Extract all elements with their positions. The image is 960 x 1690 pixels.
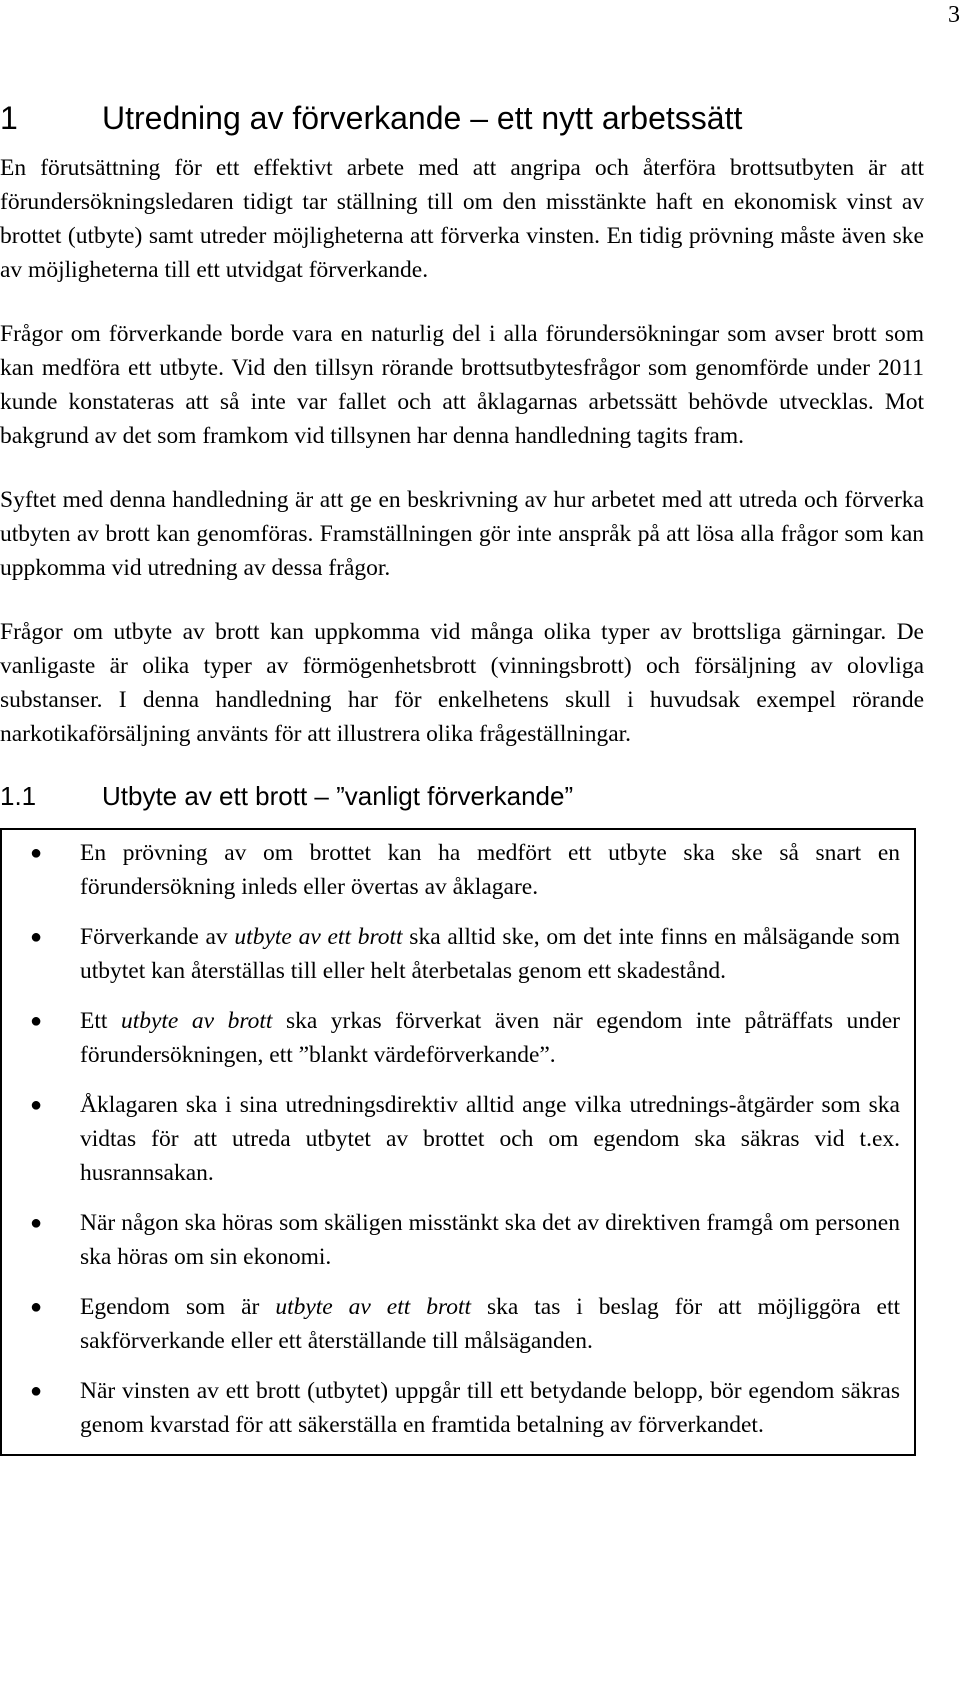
item-text: Åklagaren ska i sina utredningsdirektiv alltid ange vilka utrednings-åtgärder som ska vidtas för att utreda utbytet av brottet och om egendom ska säkras vid t.ex. husrannsakan.	[80, 1092, 900, 1186]
paragraph: Frågor om utbyte av brott kan uppkomma vid många olika typer av brottsliga gärningar. De vanligaste är olika typer av förmögenhetsbrott (vinningsbrott) och försäljning av olovliga substanser. I denna handledning har för enkelhetens skull i huvudsak exempel rörande narkotikaförsäljning använts för att illustrera olika frågeställningar.	[0, 619, 924, 747]
item-emphasis: utbyte av brott	[120, 1008, 273, 1034]
bullet-icon: ●	[30, 926, 43, 948]
item-text: När vinsten av ett brott (utbytet) uppgår till ett betydande belopp, bör egendom säkras genom kvarstad för att säkerställa en framtida betalning av förverkandet.	[80, 1378, 900, 1438]
subsection-number: 1.1	[0, 781, 37, 811]
bullet-icon: ●	[30, 1212, 43, 1234]
list-item	[2, 836, 914, 904]
subsection-title: Utbyte av ett brott – ”vanligt förverkande”	[102, 781, 574, 811]
list-item	[2, 1290, 914, 1358]
item-text: En prövning av om brottet kan ha medfört ett utbyte ska ske så snart en förundersökning inleds eller övertas av åklagare.	[80, 840, 900, 900]
list-item	[2, 1374, 914, 1442]
list-item	[2, 1206, 914, 1274]
list-item	[2, 1004, 914, 1072]
bullet-icon: ●	[30, 1094, 43, 1116]
item-text-after: ska alltid ske, om det inte finns en målsägande som utbytet kan återställas till eller helt återbetalas genom ett skadestånd.	[80, 924, 900, 984]
bullet-icon: ●	[30, 842, 43, 864]
section-heading-1-1	[0, 781, 924, 812]
item-text: Ett	[80, 1008, 121, 1034]
bullet-list	[2, 836, 914, 1442]
page-number: 3	[948, 2, 960, 28]
paragraph: Frågor om förverkande borde vara en naturlig del i alla förundersökningar som avser brott som kan medföra ett utbyte. Vid den tillsyn rörande brottsutbytesfrågor som genomförde under 2011 kunde konstateras att så inte var fallet och att åklagarnas arbetssätt behövde utvecklas. Mot bakgrund av det som framkom vid tillsynen har denna handledning tagits fram.	[0, 321, 924, 449]
item-emphasis: utbyte av ett brott	[234, 924, 403, 950]
item-emphasis: utbyte av ett brott	[275, 1294, 472, 1320]
item-text-after: ska tas i beslag för att möjliggöra ett sakförverkande eller ett återställande till målsäganden.	[80, 1294, 901, 1354]
paragraph: Syftet med denna handledning är att ge en beskrivning av hur arbetet med att utreda och förverka utbyten av brott kan genomföras. Framställningen gör inte anspråk på att lösa alla frågor som kan uppkomma vid utredning av dessa frågor.	[0, 487, 924, 581]
document-body	[0, 100, 924, 1456]
paragraph: En förutsättning för ett effektivt arbete med att angripa och återföra brottsutbyten är att förundersökningsledaren tidigt tar ställning till om den misstänkte haft en ekonomisk vinst av brottet (utbyte) samt utreder möjligheterna att förverka vinsten. En tidig prövning måste även ske av möjligheterna till ett utvidgat förverkande.	[0, 155, 924, 283]
item-text-after: ska yrkas förverkat även när egendom inte påträffats under förundersökningen, ett ”blankt värdeförverkande”.	[80, 1008, 900, 1068]
item-text: Förverkande av	[80, 924, 235, 950]
summary-box	[0, 828, 916, 1456]
item-text: När någon ska höras som skäligen misstänkt ska det av direktiven framgå om personen ska höras om sin ekonomi.	[80, 1210, 900, 1270]
section-title: Utredning av förverkande – ett nytt arbetssätt	[102, 100, 743, 136]
bullet-icon: ●	[30, 1296, 43, 1318]
list-item	[2, 1088, 914, 1190]
section-number: 1	[0, 100, 18, 136]
list-item	[2, 920, 914, 988]
bullet-icon: ●	[30, 1380, 43, 1402]
item-text: Egendom som är	[80, 1294, 276, 1320]
section-heading-1	[0, 100, 924, 137]
bullet-icon: ●	[30, 1010, 43, 1032]
